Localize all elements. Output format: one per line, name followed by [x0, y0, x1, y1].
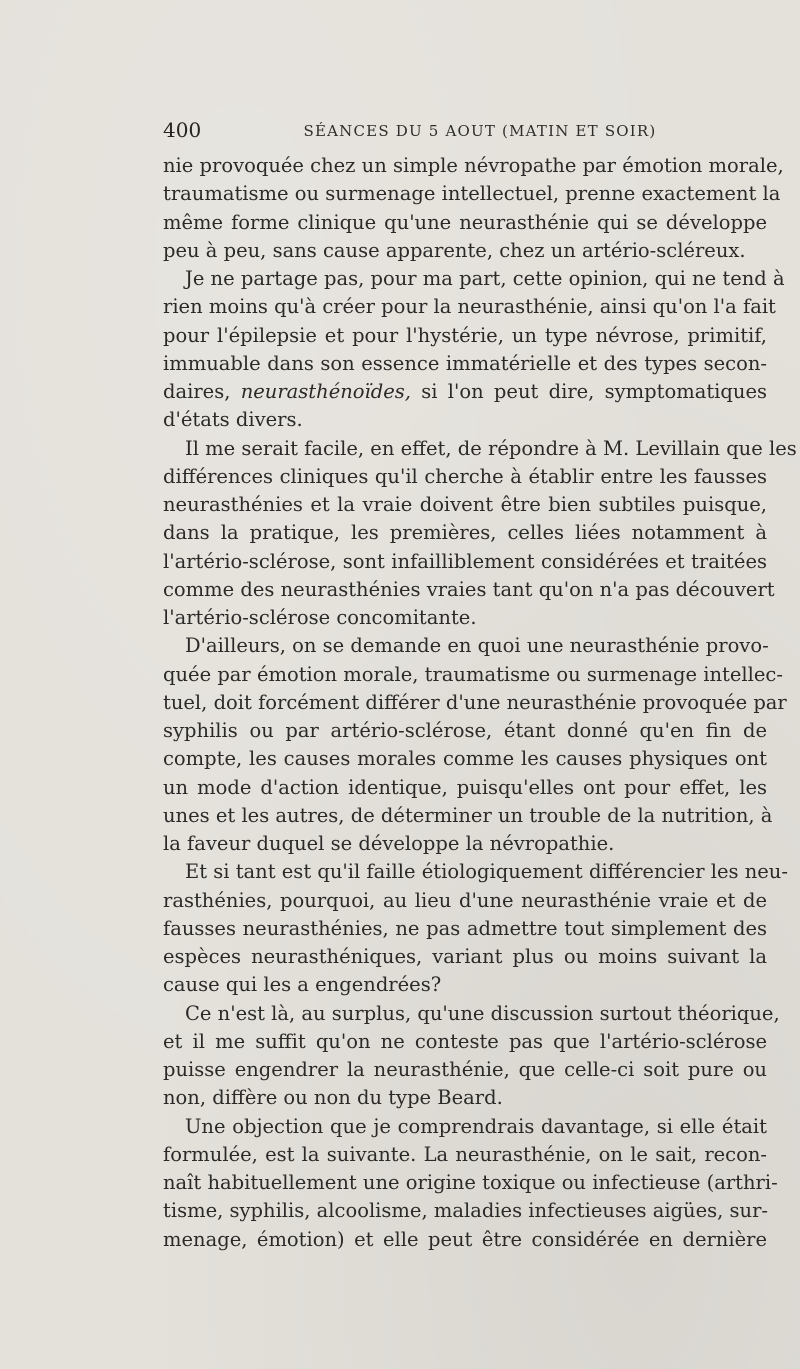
text-line: traumatisme ou surmenage intellectuel, prenne exactement la — [163, 182, 781, 206]
text-line: rasthénies, pourquoi, au lieu d'une neurasthénie vraie et de — [163, 888, 767, 912]
running-head: SÉANCES DU 5 AOUT (MATIN ET SOIR) — [303, 122, 657, 140]
body-text — [163, 152, 797, 1254]
text-line: même forme clinique qu'une neurasthénie qui se développe — [163, 210, 767, 234]
text-line: espèces neurasthéniques, variant plus ou moins suivant la — [163, 945, 767, 968]
text-line: Ce n'est là, au surplus, qu'une discussion surtout théorique, — [185, 1001, 780, 1025]
text-line: fausses neurasthénies, ne pas admettre tout simplement des — [163, 916, 767, 940]
text-line: formulée, est la suivante. La neurasthénie, on le sait, recon- — [163, 1142, 767, 1166]
text-line: et il me suffit qu'on ne conteste pas que l'artério-sclérose — [163, 1029, 767, 1053]
text-line: tisme, syphilis, alcoolisme, maladies infectieuses aigües, sur- — [163, 1199, 769, 1223]
italic-term: neurasthénoïdes, — [240, 380, 411, 403]
text-line: nie provoquée chez un simple névropathe par émotion morale, — [163, 154, 784, 177]
text-line: rien moins qu'à créer pour la neurasthénie, ainsi qu'on l'a fait — [163, 295, 776, 319]
text-line: immuable dans son essence immatérielle et des types secon- — [163, 351, 767, 375]
text-line: peu à peu, sans cause apparente, chez un artério-scléreux. — [163, 238, 746, 262]
page-number: 400 — [163, 118, 202, 142]
text-line: pour l'épilepsie et pour l'hystérie, un type névrose, primitif, — [163, 323, 767, 347]
text-line: compte, les causes morales comme les causes physiques ont — [163, 747, 767, 771]
text-line: D'ailleurs, on se demande en quoi une neurasthénie provo- — [185, 634, 769, 658]
text-line: Une objection que je comprendrais davantage, si elle était — [185, 1114, 767, 1138]
text-line: différences cliniques qu'il cherche à établir entre les fausses — [163, 464, 767, 488]
text-line: unes et les autres, de déterminer un trouble de la nutrition, à — [163, 803, 773, 827]
text-line: un mode d'action identique, puisqu'elles ont pour effet, les — [163, 775, 767, 799]
text-line: la faveur duquel se développe la névropathie. — [163, 832, 615, 855]
text-line: cause qui les a engendrées? — [163, 973, 442, 997]
text-line: syphilis ou par artério-sclérose, étant donné qu'en fin de — [163, 719, 767, 742]
text-line: l'artério-sclérose, sont infailliblement considérées et traitées — [163, 549, 767, 573]
text-line: puisse engendrer la neurasthénie, que celle-ci soit pure ou — [163, 1058, 767, 1081]
text-line: tuel, doit forcément différer d'une neurasthénie provoquée par — [163, 690, 787, 714]
text-line-mixed — [163, 378, 767, 406]
text-fragment: si l'on peut dire, symptomatiques — [421, 380, 767, 403]
text-line: naît habituellement une origine toxique ou infectieuse (arthri- — [163, 1171, 778, 1194]
text-line: Je ne partage pas, pour ma part, cette opinion, qui ne tend à — [185, 267, 785, 290]
text-line: d'états divers. — [163, 408, 303, 432]
page-header — [163, 118, 767, 144]
text-line: l'artério-sclérose concomitante. — [163, 606, 477, 629]
text-line: Il me serait facile, en effet, de répondre à M. Levillain que les — [185, 436, 797, 460]
text-line: comme des neurasthénies vraies tant qu'on n'a pas découvert — [163, 577, 775, 601]
text-fragment: daires, — [163, 380, 231, 403]
text-line: menage, émotion) et elle peut être considérée en dernière — [163, 1227, 767, 1251]
text-line: neurasthénies et la vraie doivent être bien subtiles puisque, — [163, 493, 767, 516]
text-line: non, diffère ou non du type Beard. — [163, 1086, 503, 1110]
text-line: Et si tant est qu'il faille étiologiquement différencier les neu- — [185, 860, 788, 884]
text-line: dans la pratique, les premières, celles liées notamment à — [163, 521, 767, 545]
text-line: quée par émotion morale, traumatisme ou surmenage intellec- — [163, 662, 783, 686]
